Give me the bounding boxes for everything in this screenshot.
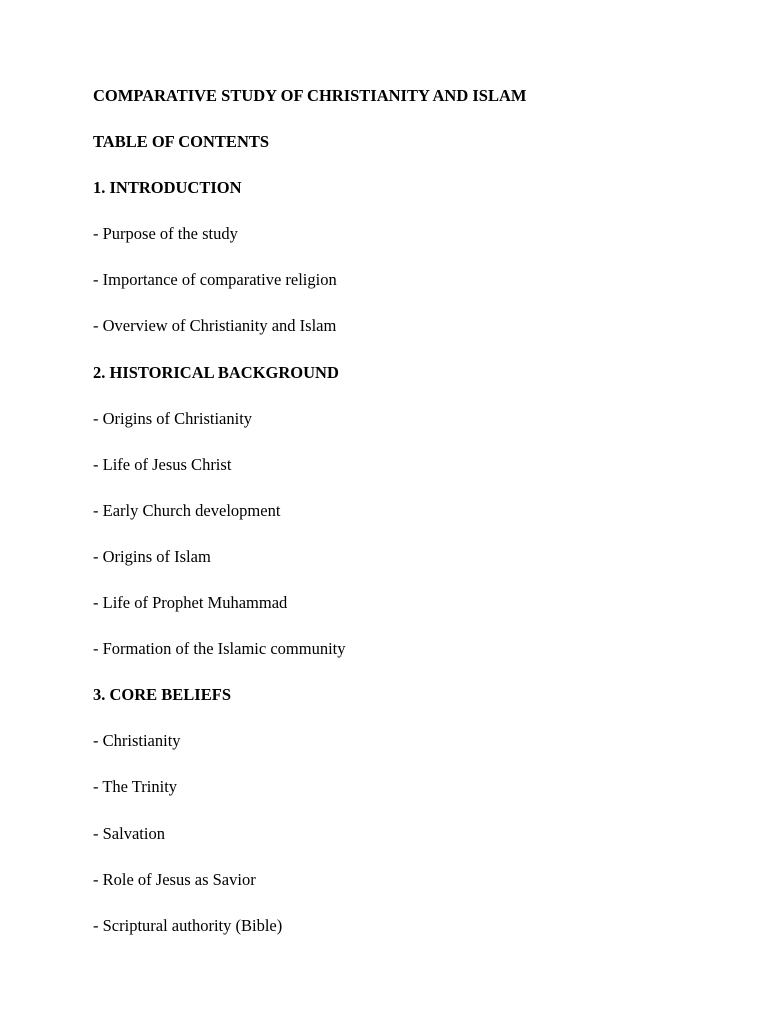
toc-item: - Early Church development: [93, 500, 281, 520]
toc-item: - The Trinity: [93, 777, 178, 797]
toc-item: - Purpose of the study: [93, 224, 238, 244]
toc-heading: TABLE OF CONTENTS: [93, 132, 270, 152]
toc-item: - Origins of Christianity: [93, 408, 253, 428]
toc-item: - Scriptural authority (Bible): [93, 915, 283, 935]
toc-item: - Life of Prophet Muhammad: [93, 593, 288, 613]
document-body: [93, 85, 693, 961]
toc-item: - Salvation: [93, 823, 165, 843]
toc-item: - Formation of the Islamic community: [93, 639, 346, 659]
section-heading-historical-background: 2. HISTORICAL BACKGROUND: [93, 362, 339, 382]
toc-item: - Overview of Christianity and Islam: [93, 316, 337, 336]
toc-item: - Life of Jesus Christ: [93, 454, 232, 474]
toc-item: - Role of Jesus as Savior: [93, 869, 256, 889]
section-heading-core-beliefs: 3. CORE BELIEFS: [93, 685, 231, 705]
toc-item: - Importance of comparative religion: [93, 270, 337, 290]
toc-item: - Christianity: [93, 731, 181, 751]
toc-item: - Origins of Islam: [93, 546, 211, 566]
document-title: COMPARATIVE STUDY OF CHRISTIANITY AND ISLAM: [93, 86, 527, 105]
section-heading-introduction: 1. INTRODUCTION: [93, 178, 242, 198]
